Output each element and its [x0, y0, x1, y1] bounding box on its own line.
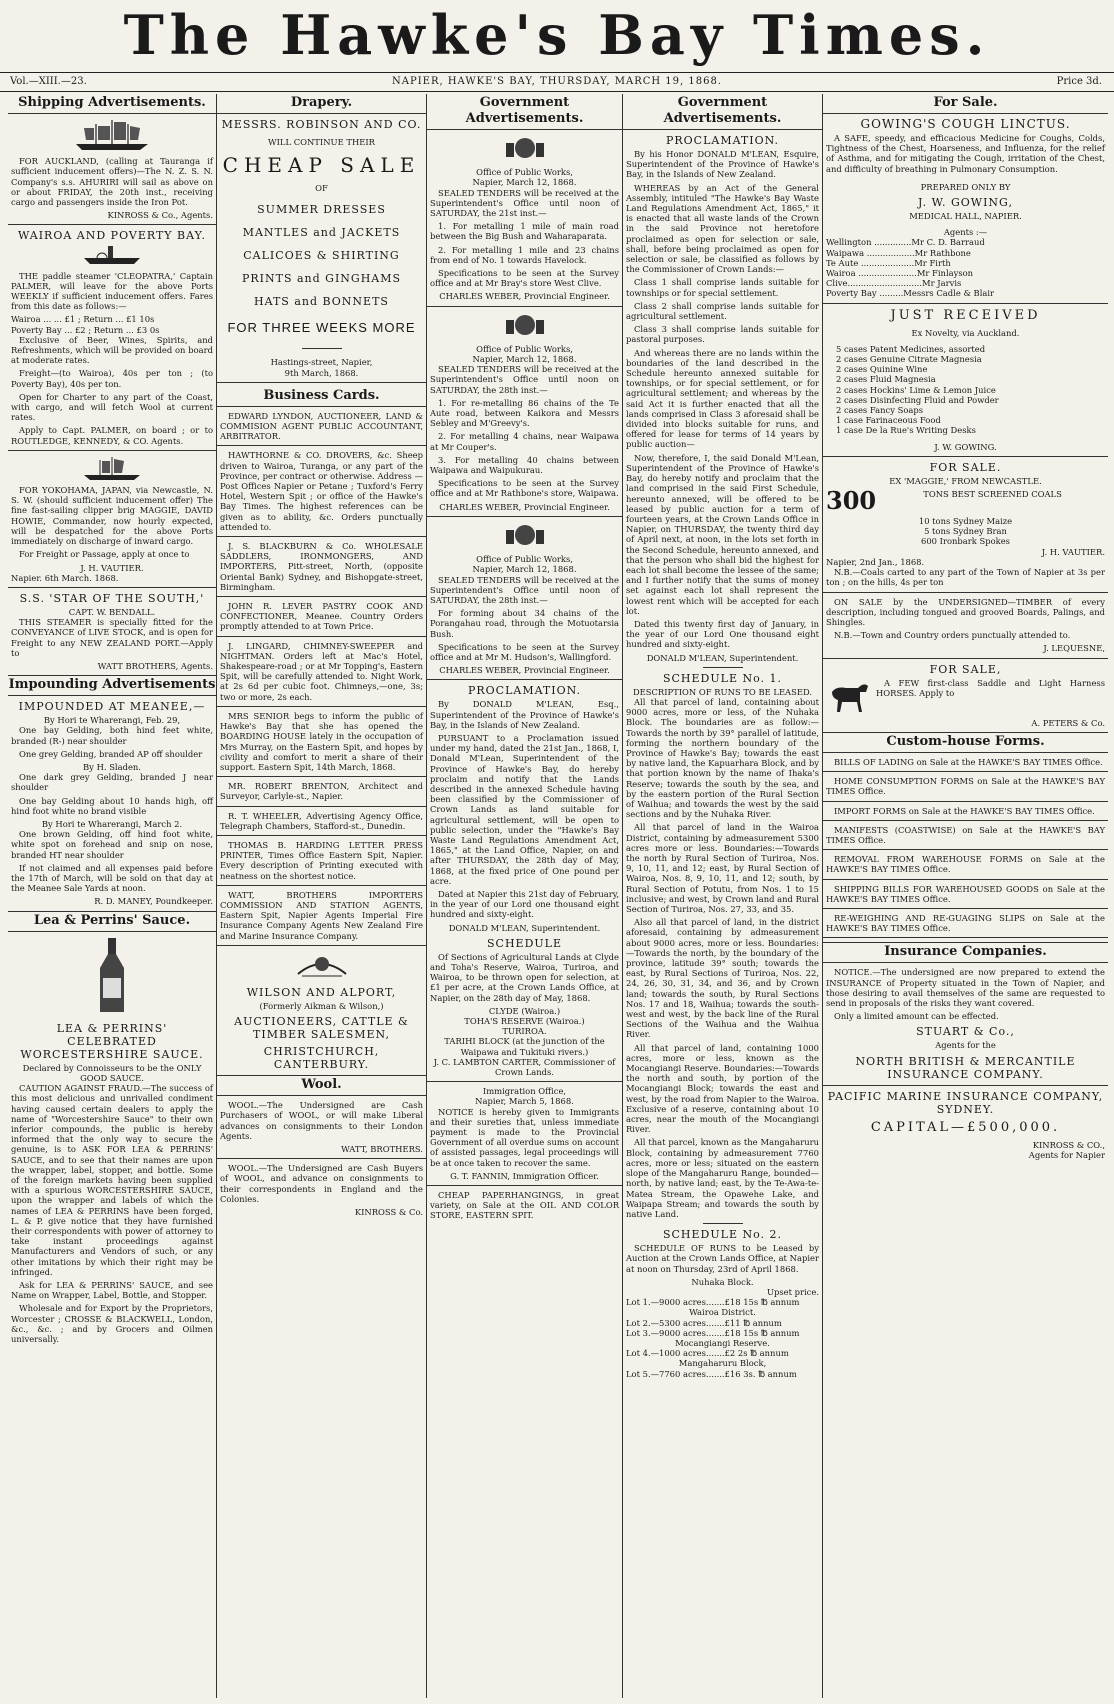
divider: [823, 771, 1108, 772]
lot-row: Lot 5.—7760 acres.......£16 3s. ℔ annum: [626, 1368, 797, 1379]
form-ad: RE-WEIGHING AND RE-GUAGING SLIPS on Sale at the HAWKE'S BAY TIMES Office.: [826, 912, 1105, 934]
ad-signature: J. H. VAUTIER.: [1041, 546, 1105, 557]
office-name: Immigration Office,: [482, 1086, 567, 1097]
royal-seal-icon: [430, 521, 619, 551]
lot-note: Wairoa District.: [689, 1307, 756, 1318]
ad-signature: J. W. GOWING.: [934, 441, 997, 452]
ad-title: WAIROA AND POVERTY BAY.: [18, 229, 206, 243]
divider: [302, 348, 342, 349]
business-card: HAWTHORNE & CO. DROVERS, &c. Sheep driven to Wairoa, Turanga, or any part of the Province, per contract or otherwise. Address —Post Offices Napier or Petane ; Tuxford's Ferry Hotel, Western Spit ; or office of the Hawke's Bay Times. The highest references can be given as to ability, &c. Orders punctually attended to.: [220, 450, 423, 532]
office-date: Napier, March 12, 1868.: [472, 354, 577, 365]
divider: [217, 382, 426, 383]
ad-signature: WATT BROTHERS, Agents.: [97, 660, 213, 671]
divider: [703, 667, 743, 668]
tender-2: [430, 311, 619, 512]
ad-signature: R. D. MANEY, Poundkeeper.: [94, 896, 213, 907]
pound-by: By Hori te Wharerangi, March 2.: [41, 818, 183, 829]
divider: [823, 879, 1108, 880]
office-date: Napier, March 12, 1868.: [472, 564, 577, 575]
masthead-title: The Hawke's Bay Times.: [123, 3, 991, 67]
volume-number: Vol.—XIII.—23.: [10, 76, 87, 87]
pound-item: One brown Gelding, off hind foot white, white spot on forehead and snip on nose, branded HT near shoulder: [11, 829, 213, 860]
ad-tagline: Declared by Connoisseurs to be the ONLY GOOD SAUCE.: [22, 1062, 202, 1083]
column-3: [426, 94, 622, 1698]
ad-signature: CHARLES WEBER, Provincial Engineer.: [439, 665, 610, 676]
ad-line: SUMMER DRESSES: [257, 203, 386, 217]
divider: [823, 937, 1108, 938]
divider: [8, 450, 216, 451]
schedule-title: SCHEDULE No. 2.: [662, 1228, 783, 1242]
ad-text: FOR YOKOHAMA, JAPAN, via Newcastle, N. S. W. (should sufficient inducement offer) The fine fast-sailing clipper brig MAGGIE, DAVID HOWIE, Commander, now hourly expected, will be despatched for the above Ports immediately on discharge of inward cargo.: [11, 485, 213, 547]
agent-row: Waipawa ..................Mr Rathbone: [826, 247, 971, 258]
columns: [8, 94, 1108, 1698]
ad-line: (Formerly Aikman & Wilson,): [259, 1000, 384, 1011]
ad-line: WILL CONTINUE THEIR: [268, 137, 375, 147]
item-row: 2 cases Fluid Magnesia: [836, 374, 936, 385]
schedule-text: Of Sections of Agricultural Lands at Clyde and Toha's Reserve, Wairoa, Turiroa, and Wairoa, to be thrown open for selection, at £1 per acre, at the Crown Lands Office, at Napier, on the 28th day of May, 1868.: [430, 951, 619, 1003]
ad-line: PREPARED ONLY BY: [920, 181, 1011, 192]
item-list: [826, 516, 1105, 547]
ad-text: THIS STEAMER is specially fitted for the CONVEYANCE of LIVE STOCK, and is open for Freight to any NEW ZEALAND PORT.—Apply to: [11, 617, 213, 658]
ad-title: GOWING'S COUGH LINCTUS.: [860, 117, 1071, 131]
form-ad: MANIFESTS (COASTWISE) on Sale at the HAWKE'S BAY TIMES Office.: [826, 824, 1105, 845]
section-heading: Impounding Advertisements: [8, 675, 216, 696]
ad-line: Agents for Napier: [1028, 1149, 1105, 1160]
pound-notice: If not claimed and all expenses paid before the 17th of March, will be sold on that day at the Meanee Sale Yards at noon.: [11, 862, 213, 894]
class-line: Class 2 shall comprise lands suitable for agricultural settlement.: [626, 300, 819, 322]
divider: [823, 303, 1108, 304]
office-name: Office of Public Works,: [476, 167, 573, 178]
ad-line: Agents :—: [943, 227, 988, 238]
pound-by: By H. Sladen.: [83, 761, 141, 772]
paperhangings-ad: CHEAP PAPERHANGINGS, in great variety, on Sale at the OIL AND COLOR STORE, EASTERN SPIT.: [430, 1190, 619, 1221]
ad-line: AUCTIONEERS, CATTLE & TIMBER SALESMEN,: [234, 1015, 409, 1042]
form-ad: IMPORT FORMS on Sale at the HAWKE'S BAY TIMES Office.: [834, 805, 1095, 816]
schedule-parcel: All that parcel of land, containing about 9000 acres, more or less, of the Nuhaka Block. The boundaries are as follow:—Towards the north by 39° parallel of latitude, forming the northern boundary of the Province of Hawke's Bay; towards the east by native land, the Kapuarhara Block, and by that portion known by the name of Ihaka's Reserve; towards the south by the sea, and by the eastern portion of the Rural Section of Waihua; and towards the west by the said sections and by the Nuhaka River.: [626, 696, 819, 820]
tender-1: [430, 134, 619, 302]
schedule-block: TARIHI BLOCK (at the junction of the Waipawa and Tukituki rivers.): [444, 1036, 605, 1057]
ship-icon: [11, 118, 213, 154]
section-heading: For Sale.: [823, 94, 1108, 114]
tender-text: SEALED TENDERS will be received at the Superintendent's Office until noon of SATURDAY, the 21st inst.—: [430, 187, 619, 219]
ad-signature: J. C. LAMBTON CARTER, Commissioner of Crown Lands.: [433, 1056, 616, 1078]
ad-subtitle: EX 'MAGGIE,' FROM NEWCASTLE.: [889, 475, 1042, 486]
wool-ad: WOOL.—The Undersigned are Cash Purchasers of WOOL, or will make Liberal advances on consignments to their London Agents.: [220, 1100, 423, 1141]
ad-text: Apply to Capt. PALMER, on board ; or to ROUTLEDGE, KENNEDY, & CO. Agents.: [11, 425, 213, 446]
schedule-title: SCHEDULE: [487, 936, 562, 950]
schedule-block: CLYDE (Wairoa.): [488, 1005, 561, 1016]
ad-text: NOTICE.—The undersigned are now prepared to extend the INSURANCE of Property situated in the Town of Napier, and those desiring to avail themselves of the same are requested to send in proposals of the risks they want covered.: [826, 967, 1105, 1008]
ad-text: Only a limited amount can be effected.: [834, 1011, 999, 1022]
form-ad: SHIPPING BILLS FOR WAREHOUSED GOODS on Sale at the HAWKE'S BAY TIMES Office.: [826, 883, 1105, 904]
ad-signature: J. LEQUESNE,: [1043, 643, 1105, 654]
ad-signature: J. H. VAUTIER.: [80, 562, 144, 573]
insurance-company: PACIFIC MARINE INSURANCE COMPANY, SYDNEY.: [827, 1089, 1104, 1116]
royal-seal-icon: [430, 134, 619, 164]
column-5: [822, 94, 1108, 1698]
form-ad: HOME CONSUMPTION FORMS on Sale at the HAWKE'S BAY TIMES Office.: [826, 776, 1105, 797]
notice-text: NOTICE is hereby given to Immigrants and their sureties that, unless immediate payment is made to the Provincial Government of all overdue sums on account of assisted passages, legal proceedings will be at once taken to recover the same.: [430, 1106, 619, 1168]
divider: [823, 849, 1108, 850]
ad-text: CAUTION AGAINST FRAUD.—The success of this most delicious and unrivalled condiment having caused certain dealers to apply the name of "Worcestershire Sauce" to their own inferior compounds, the public is hereby informed that the only way to secure the genuine, is to ASK FOR LEA & PERRINS' SAUCE, and to see that their names are upon the wrapper, label, stopper, and bottle. Some of the foreign markets having been supplied with a spurious WORCESTERSHIRE SAUCE, upon the wrapper and labels of which the names of LEA & PERRINS have been forged, L. & P. give notice that they have furnished their correspondents with power of attorney to take instant proceedings against Manufacturers and Vendors of such, or any other imitations by which their right may be infringed.: [11, 1083, 213, 1277]
class-line: Class 1 shall comprise lands suitable for townships or for special settlement.: [626, 277, 819, 298]
fare-line: Wairoa ... ... £1 ; Return ... £1 10s: [11, 314, 155, 325]
ad-star-of-the-south: [11, 592, 213, 671]
ad-text: Open for Charter to any part of the Coast, with cargo, and will fetch Wool at current rates.: [11, 391, 213, 423]
tender-item: 2. For metalling 4 chains, near Waipawa at Mr Couper's.: [430, 431, 619, 452]
ad-signature: G. T. FANNIN, Immigration Officer.: [450, 1170, 599, 1181]
fare-line: Poverty Bay ... £2 ; Return ... £3 0s: [11, 324, 160, 335]
section-heading: Custom-house Forms.: [823, 732, 1108, 753]
tender-item: 1. For metalling 1 mile of main road between the Big Bush and Waharaparata.: [430, 221, 619, 242]
divider: [217, 945, 426, 946]
agent-list: [826, 237, 1105, 298]
agent-row: Te Aute ....................Mr Firth: [826, 257, 951, 268]
item-row: 5 tons Sydney Bran: [924, 526, 1007, 537]
divider: [217, 536, 426, 537]
business-card: MRS SENIOR begs to inform the public of Hawke's Bay that she has opened the BOARDING HOUSE lately in the occupation of Mrs Murray, on the Eastern Spit, and hopes by civility and comfort to merit a share of their support. Eastern Spit, 14th March, 1868.: [220, 710, 423, 772]
ad-text: FOR AUCKLAND, (calling at Tauranga if sufficient inducement offers)—The N. Z. S. N. Company's s.s. AHURIRI will sail as above on or about FRIDAY, the 20th inst., receiving cargo and passengers inside the Iron Pot.: [11, 156, 213, 208]
divider: [823, 820, 1108, 821]
proclamation-text: PURSUANT to a Proclamation issued under my hand, dated the 21st Jan., 1868, I, Donald M'Lean, Superintendent of the Province of Hawke's Bay, do hereby proclaim and notify that the Lands described in the annexed Schedule having been classified by the Commissioner of Crown Lands as land suitable for agricultural settlement, will be open to public selection, under the "Hawke's Bay Waste Land Regulations Amendment Act, 1865," at the Land Office, Napier, on and after THURSDAY, the 28th day of May, 1868, at the fixed price of One pound per acre.: [430, 732, 619, 886]
lot-note: Mangaharuru Block,: [678, 1358, 767, 1369]
ad-signature: KINROSS & Co., Agents.: [107, 210, 213, 221]
office-name: Office of Public Works,: [476, 554, 573, 565]
divider: [217, 835, 426, 836]
ad-line: OF: [315, 183, 328, 194]
ad-signature: CHARLES WEBER, Provincial Engineer.: [439, 501, 610, 512]
business-card: WATT, BROTHERS IMPORTERS COMMISSION AND STATION AGENTS, Eastern Spit, Napier Agents Imperial Fire Insurance Company Agents New Zealand Fire and Marine Insurance Company.: [220, 889, 423, 941]
item-row: 1 case Farinaceous Food: [836, 415, 941, 426]
item-row: 1 case De la Rue's Writing Desks: [836, 425, 976, 436]
captain-name: CAPT. W. BENDALL.: [68, 606, 156, 617]
ad-text: THE paddle steamer 'CLEOPATRA,' Captain PALMER, will leave for the above Ports WEEKLY if sufficient inducement offers. Fares from this date as follows:—: [11, 270, 213, 312]
schedule-subtitle: DESCRIPTION OF RUNS TO BE LEASED.: [632, 686, 813, 697]
tender-spec: Specifications to be seen at the Survey office and at Mr Rathbone's store, Waipawa.: [430, 478, 619, 499]
ad-line: PRINTS and GINGHAMS: [241, 272, 402, 286]
proclamation-text: And whereas there are no lands within the boundaries of the land described in the Schedule hereunto annexed suitable for townships, or for special settlement, or for agricultural settlement; and whereas by the said Act it is further enacted that all the lands comprised in Class 3 aforesaid shall be divided into blocks suitable for runs, and offered for lease for terms of 14 years by public auction—: [626, 347, 819, 450]
steamer-icon: [11, 244, 213, 268]
ad-signature: DONALD M'LEAN, Superintendent.: [448, 922, 601, 933]
schedule-block: TURIROA.: [502, 1026, 547, 1037]
lot-note: Mocangiangi Reserve.: [675, 1337, 770, 1348]
section-heading: Shipping Advertisements.: [8, 94, 216, 114]
business-card: J. S. BLACKBURN & Co. WHOLESALE SADDLERS, IRONMONGERS, AND IMPORTERS, Pitt-street, North, (opposite Oriental Bank) Sydney, and Bishopgate-street, Birmingham.: [220, 541, 423, 592]
ad-text: A SAFE, speedy, and efficacious Medicine for Coughs, Colds, Tightness of the Chest, Hoarseness, and Influenza, for the relief of Asthma, and for mitigating the Cough, irritation of the Chest, and difficulty of breathing in Pulmonary Consumption.: [826, 133, 1105, 174]
horse-icon: [826, 680, 872, 716]
ad-text: Exclusive of Beer, Wines, Spirits, and Refreshments, which will be provided on board at moderate rates.: [11, 334, 213, 366]
ad-text: For Freight or Passage, apply at once to: [19, 549, 190, 560]
ad-text: Ask for LEA & PERRINS' SAUCE, and see Name on Wrapper, Label, Bottle, and Stopper.: [11, 1280, 213, 1301]
divider: [823, 801, 1108, 802]
business-card: JOHN R. LEVER PASTRY COOK AND CONFECTIONER, Meanee. Country Orders promptly attended to at Town Price.: [220, 601, 423, 632]
custom-forms-list: [826, 757, 1105, 938]
divider: [217, 806, 426, 807]
ad-line: WILSON AND ALPORT,: [246, 985, 397, 999]
item-row: 2 cases Genuine Citrate Magnesia: [836, 354, 982, 365]
ad-wilson-alport: [220, 950, 423, 1071]
ad-signature: CHARLES WEBER, Provincial Engineer.: [439, 291, 610, 302]
coal-quantity: 300: [826, 489, 877, 514]
ad-title: FOR SALE.: [929, 460, 1002, 474]
ad-text: Wholesale and for Export by the Proprietors, Worcester ; CROSSE & BLACKWELL, London, &c., &c. ; and by Grocers and Oilmen universally.: [11, 1303, 213, 1345]
divider: [427, 516, 622, 517]
divider: [823, 1085, 1108, 1086]
tender-spec: Specifications to be seen at the Survey office and at Mr Bray's store West Clive.: [430, 268, 619, 289]
ad-title: LEA & PERRINS' CELEBRATED WORCESTERSHIRE SAUCE.: [20, 1021, 204, 1061]
ad-title: FOR SALE,: [929, 662, 1002, 676]
pound-by: By Hori te Wharerangi, Feb. 29,: [43, 715, 181, 726]
proclamation-text: WHEREAS by an Act of the General Assembly, intituled "The Hawke's Bay Waste Land Regulations Amendment Act, 1865," it is enacted that all waste lands of the Crown in the said Province not heretofore proclaimed as open for selection or sale, shall, before being proclaimed as open for selection or sale, be classified as follows by the Commissioner of Crown Lands:—: [626, 182, 819, 275]
tender-text: SEALED TENDERS will be received at the Superintendent's Office until noon on SATURDAY, the 28th inst.—: [430, 364, 619, 395]
tender-text: SEALED TENDERS will be received at the Superintendent's Office until noon of SATURDAY, the 28th inst.—: [430, 574, 619, 605]
issue-date: NAPIER, HAWKE'S BAY, THURSDAY, MARCH 19, 1868.: [392, 76, 722, 87]
lot-row: Lot 3.—9000 acres.......£18 15s ℔ annum: [626, 1327, 800, 1338]
schedule-text: SCHEDULE OF RUNS to be Leased by Auction at the Crown Lands Office, at Napier at noon on Thursday, 23rd of April 1868.: [626, 1243, 819, 1274]
ad-impounded: [11, 700, 213, 906]
ad-title: IMPOUNDED AT MEANEE,—: [18, 700, 206, 714]
divider: [217, 596, 426, 597]
ad-signature: WATT, BROTHERS.: [341, 1143, 423, 1154]
ad-line: CHRISTCHURCH, CANTERBURY.: [263, 1045, 380, 1072]
insurance-north-british: [826, 967, 1105, 1080]
pound-item: One dark grey Gelding, branded J near shoulder: [11, 772, 213, 793]
divider: [703, 1223, 743, 1224]
office-date: Napier, March 12, 1868.: [472, 177, 577, 188]
ad-title: JUST RECEIVED: [890, 307, 1041, 323]
business-card: MR. ROBERT BRENTON, Architect and Surveyor, Carlyle-st., Napier.: [220, 781, 423, 802]
schedule-block: Nuhaka Block.: [691, 1276, 754, 1287]
ad-subtitle: Ex Novelty, via Auckland.: [911, 327, 1020, 338]
section-heading: Government Advertisements.: [427, 94, 622, 130]
ad-signature: A. PETERS & Co.: [1031, 717, 1105, 728]
class-line: Class 3 shall comprise lands suitable for pastoral purposes.: [626, 324, 819, 345]
proclamation-dated: Dated this twenty first day of January, in the year of our Lord One thousand eight hundred and sixty-eight.: [626, 618, 819, 650]
schedule-parcel: Also all that parcel of land, in the district aforesaid, containing by admeasurement about 9000 acres, more or less. Boundaries:—Towards the north, by the boundary of the province, latitude 39° south; towards the east, by Rural Sections of Turiroa, Nos. 22, 24, 26, 30, 31, 34, and 36, and by Crown land; towards the south, by Rural Sections Nos. 17 and 18, Waihua; towards the south-west and west, by the back line of the Rural Sections of the Waihua and the Waihua River.: [626, 917, 819, 1040]
ad-yokohama: [11, 455, 213, 583]
proclamation-dated: Dated at Napier this 21st day of February, in the year of our Lord one thousand eight hundred and sixty-eight.: [430, 888, 619, 920]
ad-cleopatra: [11, 229, 213, 445]
divider: [217, 706, 426, 707]
immigration-notice: [430, 1086, 619, 1181]
ad-address: Hastings-street, Napier,: [270, 357, 373, 368]
divider: [217, 445, 426, 446]
schedule-2: [626, 1228, 819, 1379]
business-cards: [220, 411, 423, 946]
ad-signature: DONALD M'LEAN, Superintendent.: [646, 652, 799, 663]
ship-icon: [11, 455, 213, 483]
coal-sale: [826, 461, 1105, 588]
divider: [823, 592, 1108, 593]
royal-seal-icon: [430, 311, 619, 341]
schedule-title: SCHEDULE No. 1.: [662, 671, 783, 685]
pound-item: One bay Gelding about 10 hands high, off hind foot white no brand visible: [11, 795, 213, 816]
divider: [217, 885, 426, 886]
ad-signature: KINROSS & Co.: [354, 1206, 423, 1217]
business-card: EDWARD LYNDON, AUCTIONEER, LAND & COMMISION AGENT PUBLIC ACCOUNTANT, ARBITRATOR.: [220, 410, 423, 442]
dateline: [0, 72, 1114, 92]
pound-item: One grey Gelding, branded AP off shoulder: [19, 748, 203, 759]
lot-row: Lot 1.—9000 acres.......£18 15s ℔ annum: [626, 1297, 800, 1308]
ad-line: HATS and BONNETS: [254, 295, 389, 309]
office-name: Office of Public Works,: [476, 343, 573, 354]
insurance-company: NORTH BRITISH & MERCANTILE INSURANCE COMPANY.: [855, 1054, 1076, 1081]
proclamation-text: Now, therefore, I, the said Donald M'Lean, Superintendent of the Province of Hawke's Bay, do hereby notify and proclaim that the land comprised in the said First Schedule, hereunto annexed, will be offered to be leased by public auction for a term of fourteen years, at the Crown Lands Office in Napier, on THURSDAY, the twenty third day of April next, at noon, in the lots set forth in the Second Schedule, hereunto annexed, and that the person who shall bid the highest for each lot shall become the lessee of the same; and I further notify that the sums of money set against each lot shall represent the lowest rent which will be accepted for each lot.: [626, 452, 819, 616]
proclamation-title: PROCLAMATION.: [467, 684, 582, 698]
ad-line: CALICOES & SHIRTING: [243, 249, 400, 263]
tender-item: 3. For metalling 40 chains between Waipawa and Waipukurau.: [430, 454, 619, 476]
issue-price: Price 3d.: [1056, 76, 1102, 87]
schedule-parcel: All that parcel, known as the Mangaharuru Block, containing by admeasurement 7760 acres, more or less; situated on the eastern slope of the Mangaharuru Range, bounded—north, by native land; east, by the Te-Awa-te-Matea Stream, the Opawehe Lake, and Waipapa Stream; and towards the south by native Land.: [626, 1137, 819, 1219]
insurance-capital: CAPITAL—£500,000.: [870, 1119, 1061, 1135]
item-list: [836, 344, 1095, 436]
schedule-block: TOHA'S RESERVE (Wairoa.): [464, 1016, 585, 1027]
schedule-1: [626, 672, 819, 1219]
section-heading: Government Advertisements.: [623, 94, 822, 130]
gowing-linctus: [826, 118, 1105, 299]
proclamation-runs: [626, 134, 819, 663]
ad-title: S.S. 'STAR OF THE SOUTH,': [19, 591, 205, 605]
tender-item: For forming about 34 chains of the Porangahau road, through the Motuotarsia Bush.: [430, 608, 619, 639]
divider: [8, 224, 216, 225]
proclamation-intro: By DONALD M'LEAN, Esq., Superintendent of the Province of Hawke's Bay, in the Islands of New Zealand.: [430, 699, 619, 730]
ad-lea-perrins: [11, 936, 213, 1345]
schedule-parcel: All that parcel of land, containing 1000 acres, more or less, known as the Mocangiangi Reserve. Boundaries:—Towards the north and south, by portion of the Mocangiangi Block; towards the east and west, by the road from Napier to the Wairoa. Exclusive of a reserve, containing about 10 acres, near the mouth of the Mocangiangi River.: [626, 1042, 819, 1135]
section-heading: Business Cards.: [217, 387, 426, 407]
office-date: Napier, March 5, 1868.: [475, 1096, 574, 1107]
ad-robinson-drapery: [220, 118, 423, 378]
ad-date: Napier, 2nd Jan., 1868.: [826, 556, 925, 567]
item-row: 10 tons Sydney Maize: [918, 516, 1013, 527]
ad-line: J. W. GOWING,: [918, 196, 1013, 210]
divider: [823, 908, 1108, 909]
pound-item: One bay Gelding, both hind feet white, branded (R-) near shoulder: [11, 725, 213, 746]
divider: [427, 1081, 622, 1082]
ad-date: 9th March, 1868.: [284, 367, 359, 378]
coal-headline: [826, 489, 1105, 513]
ad-signature: KINROSS & CO.,: [1032, 1139, 1105, 1150]
divider: [823, 456, 1108, 457]
agent-row: Poverty Bay .........Messrs Cadle & Blair: [826, 288, 995, 299]
lot-row: Lot 2.—5300 acres.......£11 ℔ annum: [626, 1317, 782, 1328]
ad-text: Freight—(to Wairoa), 40s per ton ; (to Poverty Bay), 40s per ton.: [11, 368, 213, 389]
proclamation-agricultural: [430, 684, 619, 1077]
item-row: 2 cases Hockins' Lime & Lemon Juice: [836, 384, 996, 395]
wool-ad: WOOL.—The Undersigned are Cash Buyers of WOOL, and advance on consignments to their correspondents in England and the Colonies.: [220, 1163, 423, 1204]
column-2: [216, 94, 426, 1698]
horse-ad-body: [826, 678, 1105, 718]
ad-note: N.B.—Coals carted to any part of the Town of Napier at 3s per ton ; on the hills, 4s per ton: [826, 567, 1105, 588]
proclamation-title: PROCLAMATION.: [665, 134, 780, 147]
column-4: [622, 94, 822, 1698]
ad-headline: FOR THREE WEEKS MORE: [227, 320, 416, 336]
ad-text: ON SALE by the UNDERSIGNED—TIMBER of every description, including tongued and grooved Boards, Palings, and Shingles.: [826, 596, 1105, 627]
divider: [823, 658, 1108, 659]
horse-sale: [826, 663, 1105, 728]
form-ad: REMOVAL FROM WAREHOUSE FORMS on Sale at the HAWKE'S BAY TIMES Office.: [826, 854, 1105, 875]
lot-row: Lot 4.—1000 acres.......£2 2s ℔ annum: [626, 1348, 789, 1359]
divider: [427, 1185, 622, 1186]
divider: [427, 679, 622, 680]
lot-list: [626, 1297, 819, 1379]
business-card: J. LINGARD, CHIMNEY-SWEEPER and NIGHTMAN. Orders left at Mac's Hotel, Shakespeare-road ; or at Mr Topping's, Eastern Spit, will be carefully attended to. Night Work, at 2s 6d per cubic foot. Chimneys,—one, 3s; two or more, 2s each.: [220, 640, 423, 702]
schedule-parcel: All that parcel of land in the Wairoa District, containing by admeasurement 5300 acres more or less. Boundaries:—Towards the north by Rural Section of Turiroa, Nos. 9, 10, 11, and 12; east, by Rural Section of Wairoa, Nos. 8, 9, 10, 11, and 12; south, by Rural Section of Potutu, from Nos. 1 to 15 inclusive; and west, by Crown land and Rural Section of Turiroa, Nos. 27, 33, and 35.: [626, 822, 819, 915]
proclamation-intro: By his Honor DONALD M'LEAN, Esquire, Superintendent of the Province of Hawke's Bay, in the Islands of New Zealand.: [626, 149, 819, 180]
item-row: 5 cases Patent Medicines, assorted: [836, 343, 986, 354]
tender-item: 1. For re-metalling 86 chains of the Te Aute road, between Kaikora and Messrs Sebley and M'Greevy's.: [430, 397, 619, 429]
ad-line: MESSRS. ROBINSON AND CO.: [221, 118, 422, 131]
form-ad: BILLS OF LADING on Sale at the HAWKE'S BAY TIMES Office.: [834, 756, 1103, 767]
upset-price-label: Upset price.: [766, 1286, 819, 1297]
coal-description: TONS BEST SCREENED COALS: [923, 489, 1062, 500]
column-1: [8, 94, 216, 1698]
item-row: 2 cases Disinfecting Fluid and Powder: [836, 394, 999, 405]
insurance-pacific-marine: [826, 1090, 1105, 1160]
sauce-bottle-icon: [11, 936, 213, 1018]
item-row: 2 cases Quinine Wine: [836, 364, 928, 375]
ad-note: N.B.—Town and Country orders punctually attended to.: [834, 630, 1071, 641]
divider: [427, 306, 622, 307]
ad-text: A FEW first-class Saddle and Light Harness HORSES. Apply to: [876, 677, 1105, 698]
business-card: THOMAS B. HARDING LETTER PRESS PRINTER, Times Office Eastern Spit, Napier. Every description of Printing executed with neatness on the shortest notice.: [220, 839, 423, 881]
ad-date: Napier. 6th March. 1868.: [11, 572, 119, 583]
item-row: 2 cases Fancy Soaps: [836, 405, 924, 416]
ad-line: MEDICAL HALL, NAPIER.: [909, 211, 1022, 222]
divider: [217, 636, 426, 637]
crest-icon: [220, 950, 423, 982]
tender-3: [430, 521, 619, 675]
section-heading: Wool.: [217, 1075, 426, 1096]
divider: [8, 587, 216, 588]
divider: [217, 776, 426, 777]
section-heading: Insurance Companies.: [823, 942, 1108, 963]
tender-spec: Specifications to be seen at the Survey office and at Mr M. Hudson's, Wallingford.: [430, 641, 619, 662]
section-heading: Lea & Perrins' Sauce.: [8, 911, 216, 932]
agent-row: Wellington ..............Mr C. D. Barraud: [826, 237, 985, 248]
ad-auckland: [11, 118, 213, 220]
section-heading: Drapery.: [217, 94, 426, 114]
ad-headline: CHEAP SALE: [222, 153, 421, 178]
business-card: R. T. WHEELER, Advertising Agency Office, Telegraph Chambers, Stafford-st., Dunedin.: [220, 810, 423, 831]
item-row: 600 Ironbark Spokes: [921, 536, 1010, 547]
divider: [217, 1158, 426, 1159]
just-received: [826, 308, 1105, 452]
ad-line: Agents for the: [935, 1040, 996, 1051]
agent-row: Wairoa ......................Mr Finlayson: [826, 268, 974, 279]
ad-signature: STUART & Co.,: [916, 1025, 1015, 1039]
ad-line: MANTLES and JACKETS: [242, 226, 401, 240]
agent-row: Clive............................Mr Jarvis: [826, 278, 962, 289]
tender-item: 2. For metalling 1 mile and 23 chains from end of No. 1 towards Havelock.: [430, 244, 619, 265]
timber-sale: [826, 597, 1105, 654]
